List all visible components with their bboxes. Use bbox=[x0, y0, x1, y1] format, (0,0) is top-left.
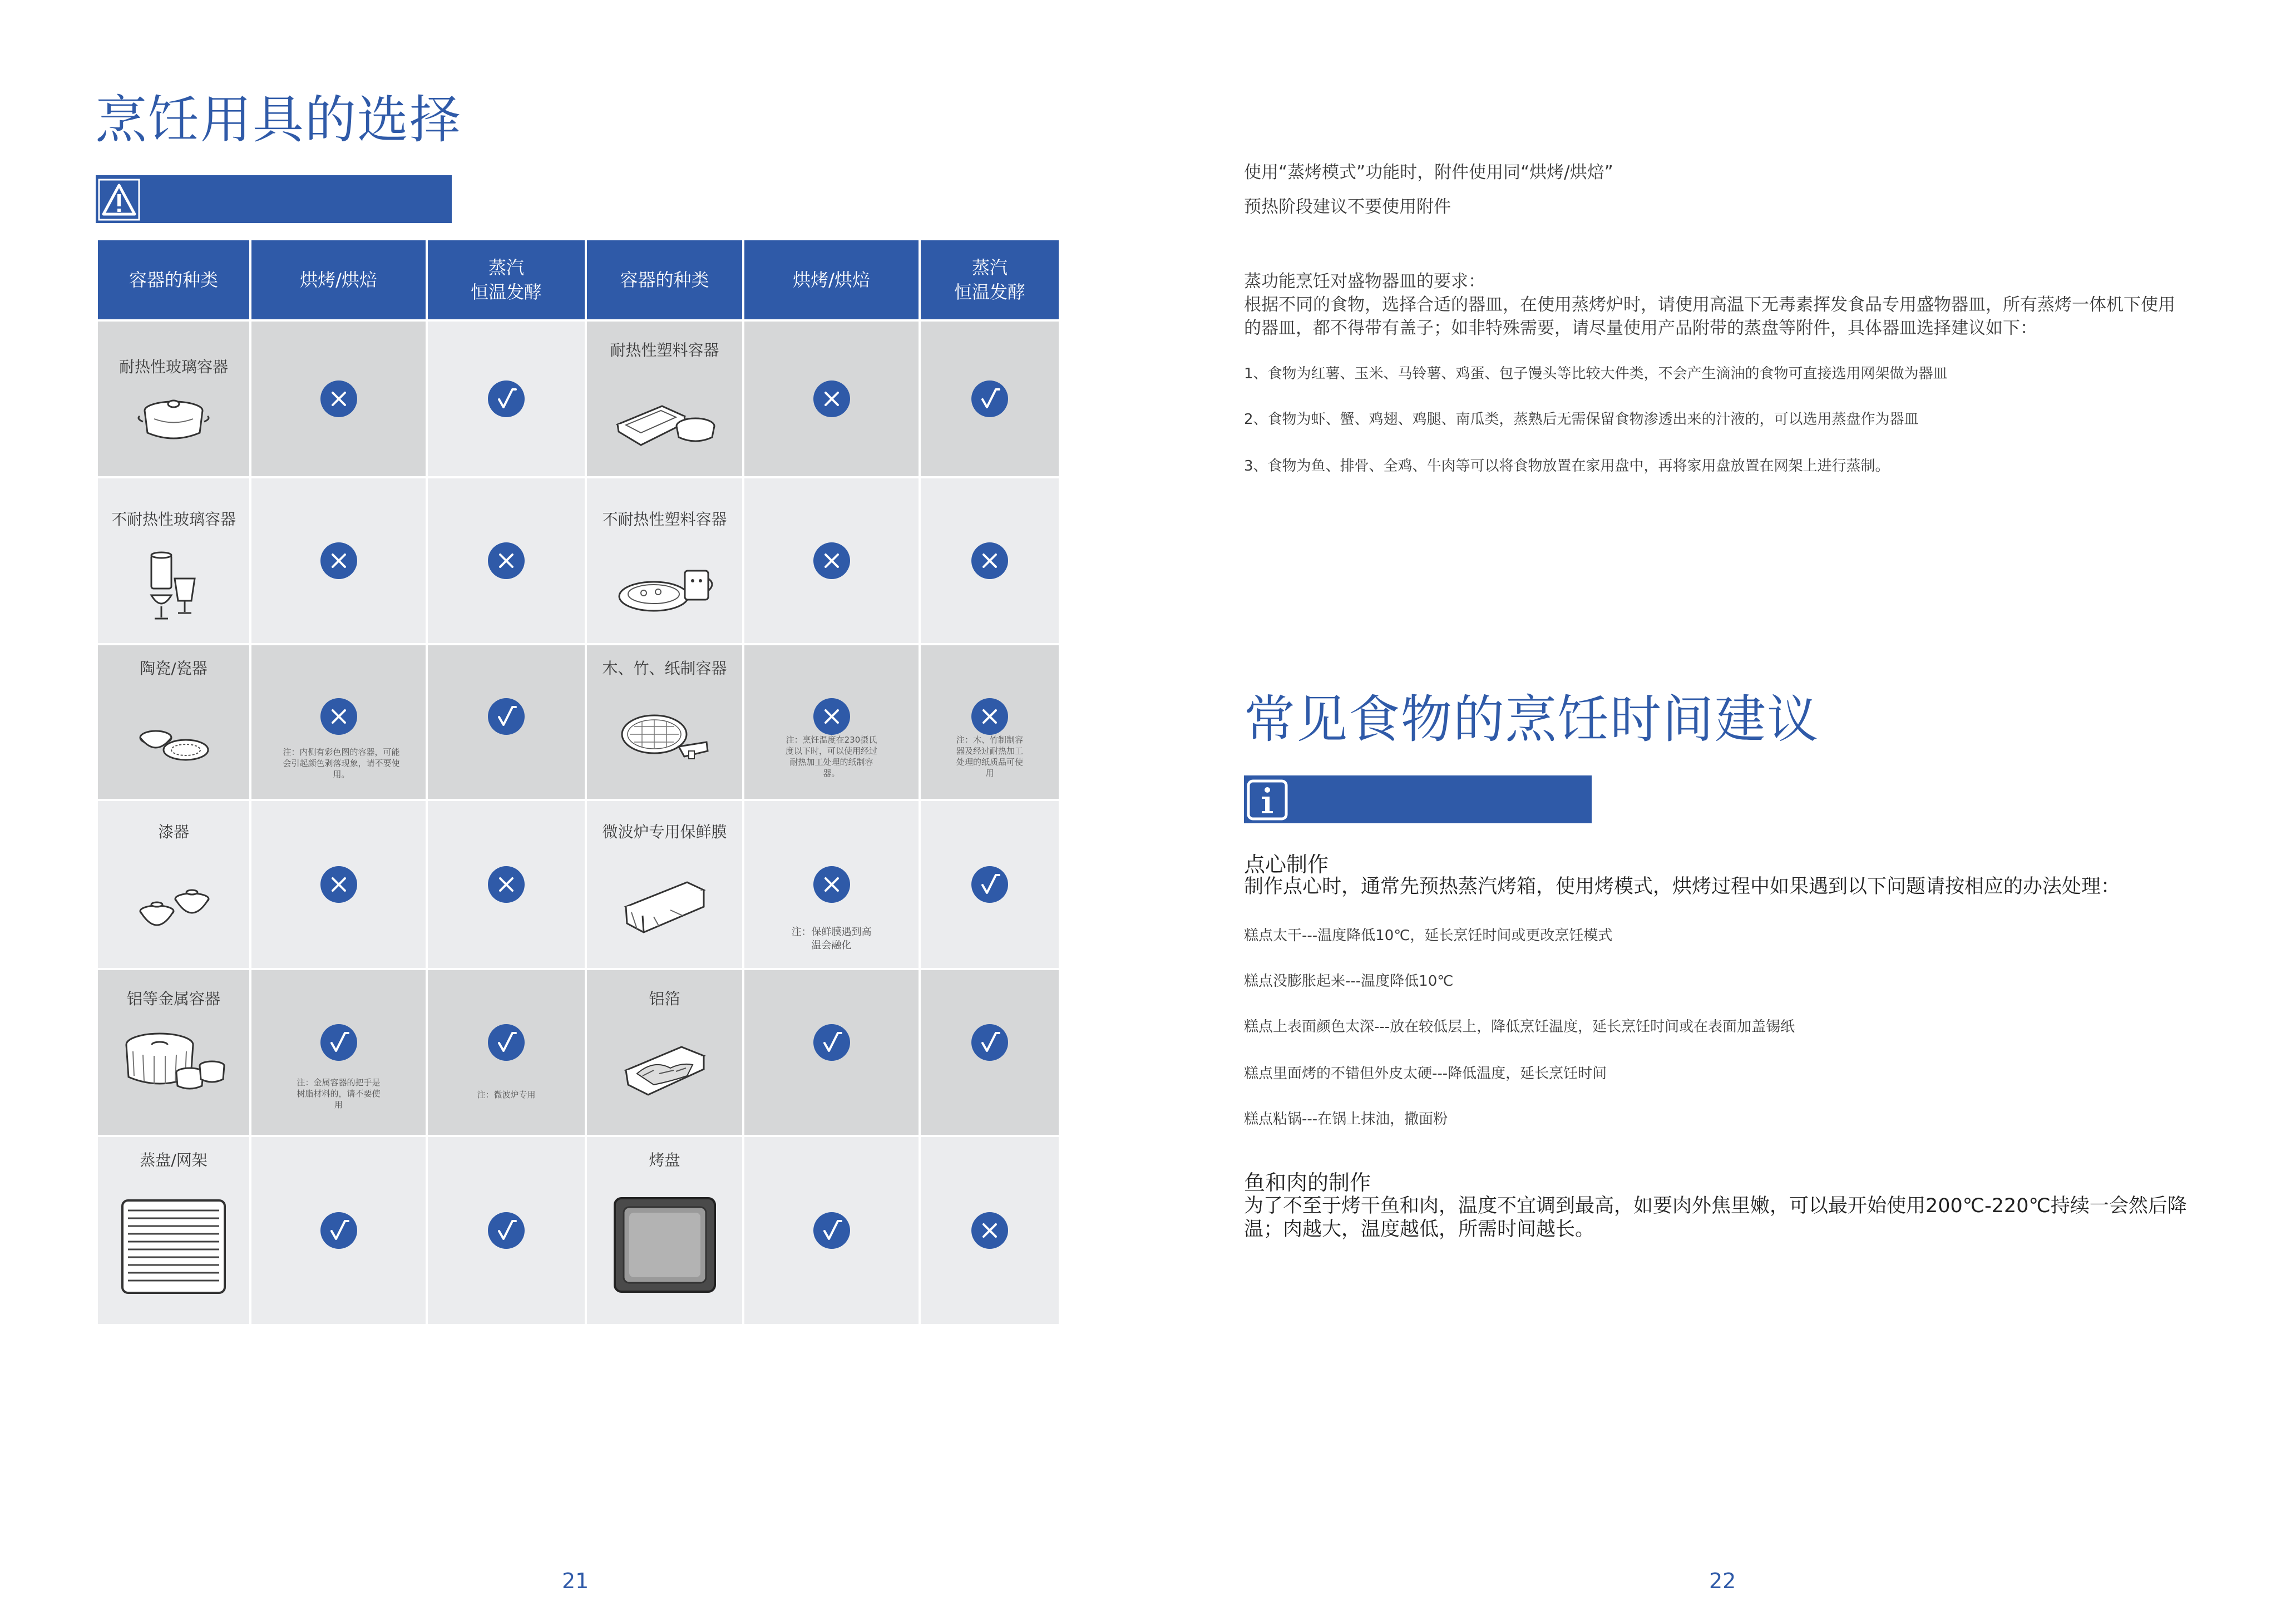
list-item: 2、食物为虾、蟹、鸡翅、鸡腿、南瓜类，蒸熟后无需保留食物渗透出来的汁液的，可以选用蒸盘作为器皿 bbox=[1244, 411, 1919, 428]
bake-note: 注：保鲜膜遇到高温会融化 bbox=[791, 926, 872, 951]
steam-mark bbox=[488, 542, 525, 579]
steam-mark bbox=[488, 1212, 525, 1249]
type-cell bbox=[586, 800, 743, 969]
steam-mark bbox=[971, 1212, 1008, 1249]
bake-cell bbox=[250, 800, 427, 969]
cross-icon bbox=[320, 698, 357, 735]
cross-icon bbox=[813, 866, 850, 903]
glass-casserole-icon bbox=[132, 388, 215, 449]
check-icon bbox=[320, 1212, 357, 1249]
page-number-left: 21 bbox=[562, 1569, 589, 1593]
bamboo-steamer-icon bbox=[618, 706, 712, 768]
list-item: 糕点里面烤的不错但外皮太硬---降低温度，延长烹饪时间 bbox=[1244, 1065, 1607, 1082]
steam-cell bbox=[427, 477, 586, 644]
list-item: 1、食物为红薯、玉米、马铃薯、鸡蛋、包子馒头等比较大件类，不会产生滴油的食物可直接选用网架做为器皿 bbox=[1244, 365, 1948, 382]
meat-heading: 鱼和肉的制作 bbox=[1244, 1170, 1371, 1195]
check-icon bbox=[971, 380, 1008, 417]
bake-note: 注：内侧有彩色图的容器，可能会引起颜色剥落现象，请不要使用。 bbox=[283, 747, 400, 779]
steam-mark bbox=[971, 380, 1008, 417]
list-item: 糕点没膨胀起来---温度降低10℃ bbox=[1244, 973, 1454, 990]
steam-cell bbox=[427, 1136, 586, 1325]
header-bake-b: 烘烤/烘焙 bbox=[743, 239, 920, 320]
bake-mark bbox=[320, 698, 357, 735]
steam-mark bbox=[488, 380, 525, 417]
steam-cell bbox=[920, 800, 1060, 969]
check-icon bbox=[813, 1024, 850, 1061]
table-row bbox=[97, 800, 1060, 969]
bake-note: 注：烹饪温度在230摄氏度以下时，可以使用经过耐热加工处理的纸制容器。 bbox=[785, 735, 877, 778]
check-icon bbox=[971, 866, 1008, 903]
cross-icon bbox=[971, 1212, 1008, 1249]
dessert-intro: 制作点心时，通常先预热蒸汽烤箱，使用烤模式，烘烤过程中如果遇到以下问题请按相应的办法处理： bbox=[1244, 876, 2121, 898]
steam-mark bbox=[971, 698, 1008, 735]
bake-cell bbox=[250, 969, 427, 1136]
bake-cell bbox=[743, 320, 920, 477]
cross-icon bbox=[971, 698, 1008, 735]
bake-cell bbox=[743, 969, 920, 1136]
type-label: 烤盘 bbox=[649, 1151, 680, 1169]
cross-icon bbox=[488, 866, 525, 903]
table-row bbox=[97, 320, 1060, 477]
baking-tray-icon bbox=[613, 1196, 717, 1294]
check-icon bbox=[488, 1212, 525, 1249]
cling-film-icon bbox=[620, 873, 709, 940]
check-icon bbox=[813, 1212, 850, 1249]
list-item: 糕点上表面颜色太深---放在较低层上，降低烹饪温度，延长烹饪时间或在表面加盖锡纸 bbox=[1244, 1019, 1795, 1035]
steam-mark bbox=[971, 1024, 1008, 1061]
ceramic-plates-icon bbox=[135, 718, 213, 768]
steam-requirements-title: 蒸功能烹饪对盛物器皿的要求： bbox=[1244, 271, 1485, 291]
steam-cell bbox=[920, 1136, 1060, 1325]
type-cell bbox=[586, 969, 743, 1136]
dessert-heading: 点心制作 bbox=[1244, 852, 1329, 877]
plastic-dish-icon bbox=[615, 562, 715, 617]
type-cell bbox=[97, 969, 250, 1136]
cross-icon bbox=[971, 542, 1008, 579]
steam-mark bbox=[488, 698, 525, 735]
check-icon bbox=[320, 1024, 357, 1061]
page-title-right: 常见食物的烹饪时间建议 bbox=[1244, 690, 1820, 749]
type-cell bbox=[586, 644, 743, 800]
steam-mark bbox=[971, 866, 1008, 903]
bake-mark bbox=[813, 1212, 850, 1249]
cookware-table bbox=[96, 238, 1061, 1326]
steam-cell bbox=[920, 477, 1060, 644]
list-item: 糕点粘锅---在锅上抹油，撒面粉 bbox=[1244, 1111, 1448, 1128]
bake-mark bbox=[320, 1212, 357, 1249]
bake-mark bbox=[813, 542, 850, 579]
type-cell bbox=[97, 477, 250, 644]
bake-mark bbox=[813, 698, 850, 735]
list-item: 3、食物为鱼、排骨、全鸡、牛肉等可以将食物放置在家用盘中，再将家用盘放置在网架上进行蒸制。 bbox=[1244, 458, 1890, 475]
steam-mark bbox=[488, 866, 525, 903]
info-banner bbox=[1244, 775, 1592, 823]
bake-cell bbox=[250, 320, 427, 477]
steam-cell bbox=[427, 644, 586, 800]
preheat-note: 预热阶段建议不要使用附件 bbox=[1244, 197, 1451, 217]
type-label: 陶瓷/瓷器 bbox=[140, 659, 208, 678]
header-type-b: 容器的种类 bbox=[586, 239, 743, 320]
steam-cell bbox=[427, 969, 586, 1136]
steam-requirements-body: 根据不同的食物，选择合适的器皿，在使用蒸烤炉时，请使用高温下无毒素挥发食品专用盛物器皿，所有蒸烤一体机下使用 bbox=[1244, 295, 2175, 315]
type-cell bbox=[97, 1136, 250, 1325]
check-icon bbox=[488, 698, 525, 735]
check-icon bbox=[488, 380, 525, 417]
steam-cell bbox=[920, 644, 1060, 800]
steam-mark bbox=[971, 542, 1008, 579]
type-label: 不耐热性塑料容器 bbox=[602, 510, 727, 528]
bake-mark bbox=[813, 1024, 850, 1061]
type-cell bbox=[586, 477, 743, 644]
cross-icon bbox=[813, 698, 850, 735]
type-cell bbox=[97, 320, 250, 477]
type-label: 木、竹、纸制容器 bbox=[602, 659, 727, 678]
bake-cell bbox=[743, 1136, 920, 1325]
lacquer-bowls-icon bbox=[132, 879, 215, 940]
steam-cell bbox=[920, 969, 1060, 1136]
type-cell bbox=[586, 320, 743, 477]
steam-cell bbox=[427, 320, 586, 477]
steam-requirements-body: 的器皿，都不得带有盖子；如非特殊需要，请尽量使用产品附带的蒸盘等附件，具体器皿选择建议如下： bbox=[1244, 318, 2037, 338]
cross-icon bbox=[320, 380, 357, 417]
steam-note: 注：木、竹制制容器及经过耐热加工处理的纸质品可使用 bbox=[956, 735, 1023, 778]
check-icon bbox=[488, 1024, 525, 1061]
table-row bbox=[97, 969, 1060, 1136]
type-label: 铝等金属容器 bbox=[126, 990, 220, 1008]
type-label: 漆器 bbox=[157, 823, 189, 841]
header-steam-b: 蒸汽 恒温发酵 bbox=[920, 239, 1060, 320]
type-label: 蒸盘/网架 bbox=[140, 1151, 208, 1169]
meat-body: 温；肉越大，温度越低，所需时间越长。 bbox=[1244, 1218, 1595, 1241]
meat-body: 为了不至于烤干鱼和肉，温度不宜调到最高，如要肉外焦里嫩，可以最开始使用200℃-220℃持续一会然后降 bbox=[1244, 1195, 2187, 1217]
cross-icon bbox=[488, 542, 525, 579]
wire-rack-icon bbox=[120, 1198, 227, 1295]
cross-icon bbox=[813, 380, 850, 417]
metal-containers-icon bbox=[121, 1026, 226, 1098]
page-number-right: 22 bbox=[1709, 1569, 1736, 1593]
bake-mark bbox=[813, 866, 850, 903]
type-label: 耐热性塑料容器 bbox=[610, 341, 719, 359]
glassware-icon bbox=[140, 551, 207, 623]
bake-cell bbox=[250, 477, 427, 644]
header-type-a: 容器的种类 bbox=[97, 239, 250, 320]
info-icon bbox=[1246, 779, 1288, 821]
steam-cell bbox=[427, 800, 586, 969]
bake-mark bbox=[813, 380, 850, 417]
table-row bbox=[97, 644, 1060, 800]
type-label: 铝箔 bbox=[649, 990, 680, 1008]
type-label: 不耐热性玻璃容器 bbox=[111, 510, 236, 528]
cross-icon bbox=[320, 542, 357, 579]
bake-mark bbox=[320, 866, 357, 903]
type-cell bbox=[97, 800, 250, 969]
cross-icon bbox=[813, 542, 850, 579]
bake-cell bbox=[250, 644, 427, 800]
bake-mark bbox=[320, 380, 357, 417]
plastic-container-icon bbox=[612, 394, 718, 455]
bake-cell bbox=[743, 800, 920, 969]
bake-mark bbox=[320, 542, 357, 579]
list-item: 糕点太干---温度降低10℃，延长烹饪时间或更改烹饪模式 bbox=[1244, 927, 1613, 944]
bake-cell bbox=[743, 644, 920, 800]
cross-icon bbox=[320, 866, 357, 903]
header-bake-a: 烘烤/烘焙 bbox=[250, 239, 427, 320]
table-row bbox=[97, 477, 1060, 644]
steam-note: 注：微波炉专用 bbox=[477, 1090, 536, 1100]
attachment-note: 使用“蒸烤模式”功能时，附件使用同“烘烤/烘焙” bbox=[1244, 162, 1613, 182]
table-header-row bbox=[97, 239, 1060, 320]
warning-banner bbox=[96, 175, 452, 223]
steam-mark bbox=[488, 1024, 525, 1061]
type-cell bbox=[586, 1136, 743, 1325]
type-cell bbox=[97, 644, 250, 800]
bake-note: 注：金属容器的把手是树脂材料的，请不要使用 bbox=[297, 1078, 381, 1110]
bake-mark bbox=[320, 1024, 357, 1061]
check-icon bbox=[971, 1024, 1008, 1061]
type-label: 耐热性玻璃容器 bbox=[118, 358, 228, 376]
header-steam-a: 蒸汽 恒温发酵 bbox=[427, 239, 586, 320]
warning-icon bbox=[98, 179, 140, 221]
bake-cell bbox=[250, 1136, 427, 1325]
steam-cell bbox=[920, 320, 1060, 477]
bake-cell bbox=[743, 477, 920, 644]
type-label: 微波炉专用保鲜膜 bbox=[602, 823, 727, 841]
page-title-left: 烹饪用具的选择 bbox=[96, 90, 462, 150]
table-row bbox=[97, 1136, 1060, 1325]
aluminum-foil-icon bbox=[620, 1037, 709, 1104]
